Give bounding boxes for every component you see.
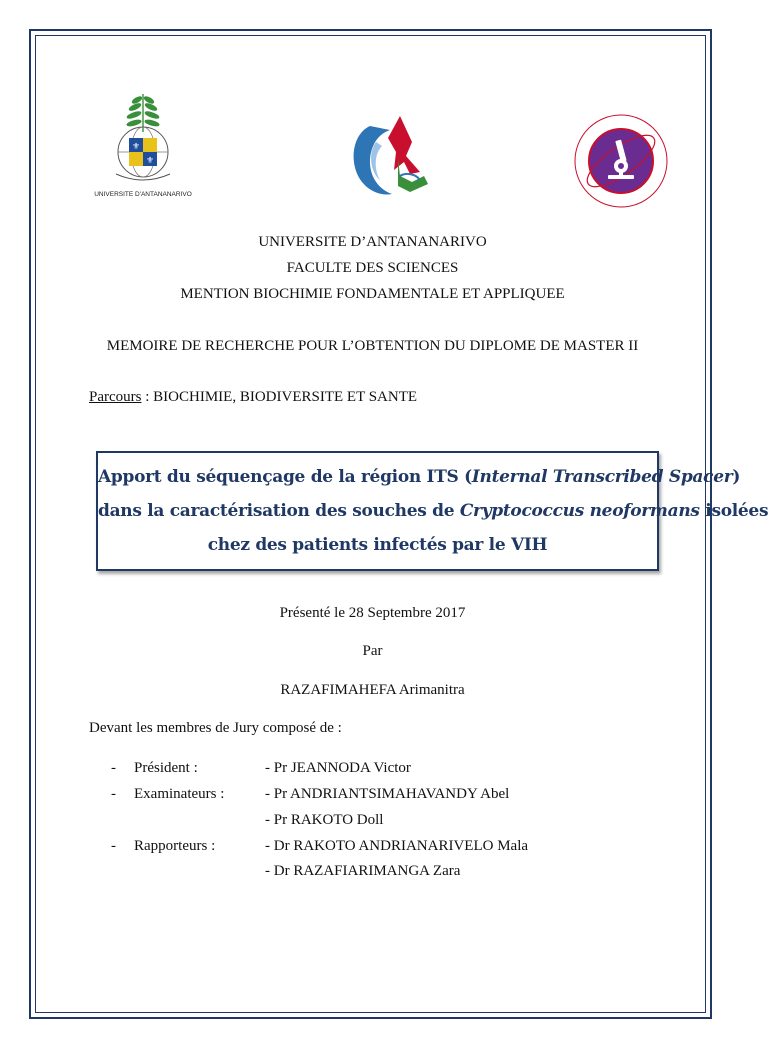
svg-text:⚜: ⚜ (145, 156, 155, 166)
parcours-label: Parcours (89, 389, 142, 405)
jury-intro: Devant les membres de Jury composé de : (89, 720, 342, 736)
mention-name: MENTION BIOCHIMIE FONDAMENTALE ET APPLIQUEE (180, 286, 565, 302)
parcours-value: BIOCHIMIE, BIODIVERSITE ET SANTE (153, 389, 418, 405)
jury-bullet-examiners: - (111, 786, 116, 802)
by-label: Par (362, 643, 383, 659)
jury-member-reporter-1: - Dr RAKOTO ANDRIANARIVELO Mala (265, 838, 529, 854)
parcours-separator: : (141, 389, 154, 405)
svg-text:⚜: ⚜ (131, 142, 141, 152)
jury-bullet-president: - (111, 760, 116, 776)
memoire-heading: MEMOIRE DE RECHERCHE POUR L’OBTENTION DU DIPLOME DE MASTER II (106, 338, 639, 354)
department-logo (340, 112, 435, 202)
jury-bullet-reporters: - (111, 838, 116, 854)
title-line-1-part-c: ) (732, 467, 741, 487)
jury-member-examiner-2: - Pr RAKOTO Doll (265, 812, 384, 828)
title-line-2 (98, 501, 768, 521)
jury-role-reporters: Rapporteurs : (134, 838, 216, 854)
jury-role-president: Président : (134, 760, 198, 776)
thesis-title-box (96, 451, 768, 571)
title-line-1-part-a: Apport du séquençage de la région ITS ( (98, 467, 472, 487)
title-line-1-italic: Internal Transcribed Spacer (471, 467, 733, 487)
faculty-logo (572, 112, 670, 210)
title-line-2-part-a: dans la caractérisation des souches de (98, 501, 460, 521)
university-logo (94, 90, 192, 205)
title-line-1 (98, 467, 741, 487)
parcours-line (89, 389, 417, 406)
jury-member-examiner-1: - Pr ANDRIANTSIMAHAVANDY Abel (265, 786, 510, 802)
university-logo-caption: UNIVERSITE D'ANTANANARIVO (94, 191, 192, 198)
presented-date: Présenté le 28 Septembre 2017 (279, 605, 466, 621)
author-name: RAZAFIMAHEFA Arimanitra (280, 682, 465, 698)
jury-member-reporter-2: - Dr RAZAFIARIMANGA Zara (265, 863, 461, 879)
title-line-2-italic: Cryptococcus neoformans (459, 501, 700, 521)
title-line-3: chez des patients infectés par le VIH (207, 535, 548, 555)
jury-role-examiners: Examinateurs : (134, 786, 225, 802)
jury-member-president: - Pr JEANNODA Victor (265, 760, 411, 776)
title-line-2-part-c: isolées (699, 501, 768, 521)
university-name: UNIVERSITE D’ANTANANARIVO (258, 234, 487, 250)
faculty-name: FACULTE DES SCIENCES (286, 260, 459, 276)
